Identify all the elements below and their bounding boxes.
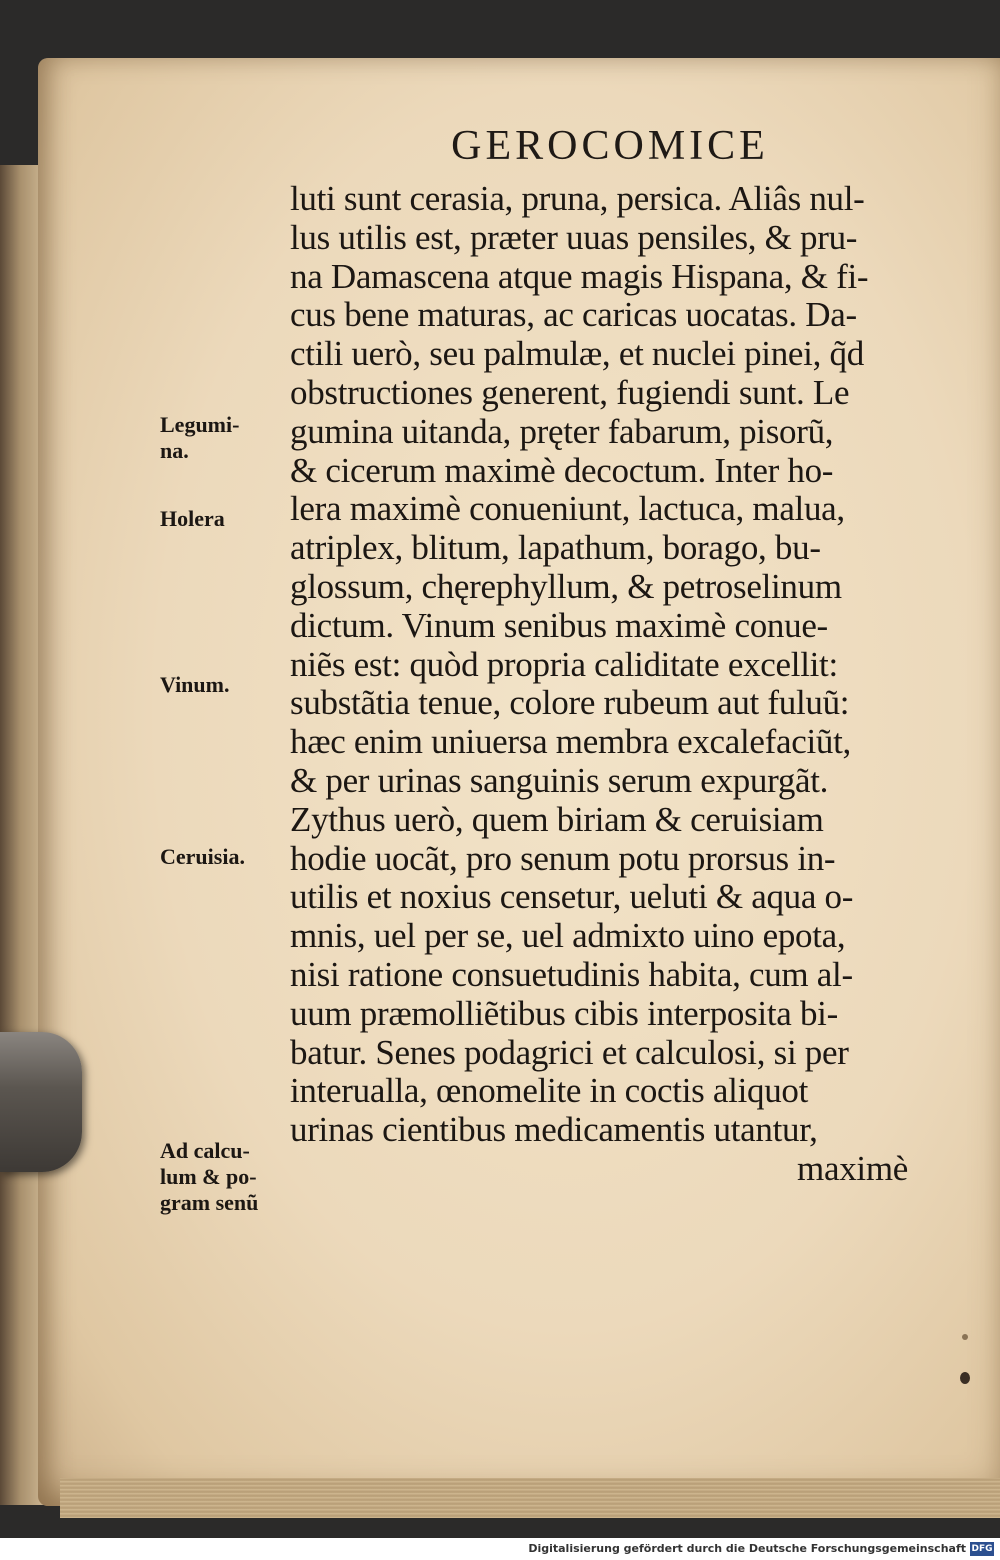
body-text — [290, 180, 930, 1189]
text-line: cus bene maturas, ac caricas uocatas. Da- — [290, 295, 857, 335]
text-line: Zythus uerò, quem biriam & ceruisiam — [290, 799, 824, 839]
dfg-logo: DFG — [971, 1544, 993, 1554]
text-line: substãtia tenue, colore rubeum aut fuluũ: — [290, 683, 850, 723]
digitization-credit: Digitalisierung gefördert durch die Deutsche Forschungsgemeinschaft — [528, 1542, 966, 1555]
text-line: uum præmolliẽtibus cibis interposita bi- — [290, 993, 838, 1033]
stain-spot — [962, 1334, 968, 1340]
text-line: nisi ratione consuetudinis habita, cum al- — [290, 954, 853, 994]
margin-note-legumina: Legumi- na. — [160, 412, 240, 463]
margin-note-holera: Holera — [160, 506, 225, 531]
catchword: maximè — [797, 1148, 908, 1188]
text-line: urinas cientibus medicamentis utantur, — [290, 1110, 818, 1150]
margin-note-vinum: Vinum. — [160, 672, 230, 697]
text-line: batur. Senes podagrici et calculosi, si per — [290, 1032, 849, 1072]
text-line: glossum, chęrephyllum, & petroselinum — [290, 566, 842, 606]
text-line: utilis et noxius censetur, ueluti & aqua o- — [290, 877, 854, 917]
ink-spot — [960, 1372, 970, 1384]
text-line: atriplex, blitum, lapathum, borago, bu- — [290, 528, 821, 568]
text-line: gumina uitanda, pręter fabarum, pisorũ, — [290, 411, 834, 451]
text-line: luti sunt cerasia, pruna, persica. Aliâs nul- — [290, 179, 865, 218]
text-line: na Damascena atque magis Hispana, & fi- — [290, 256, 869, 296]
text-line: lus utilis est, præter uuas pensiles, & pru- — [290, 217, 858, 257]
text-line: niẽs est: quòd propria caliditate excellit: — [290, 644, 838, 684]
text-line: interualla, œnomelite in coctis aliquot — [290, 1071, 809, 1111]
page-stack-edge — [60, 1478, 1000, 1518]
margin-note-ceruisia: Ceruisia. — [160, 844, 245, 869]
text-line: dictum. Vinum senibus maximè conue- — [290, 605, 828, 645]
text-line: ctili uerò, seu palmulæ, et nuclei pinei, q̃d — [290, 334, 864, 374]
page-clip — [0, 1032, 82, 1172]
text-line: & per urinas sanguinis serum expurgãt. — [290, 760, 829, 800]
margin-note-ad-calculum: Ad calcu- lum & po- gram senũ — [160, 1138, 259, 1215]
text-line: mnis, uel per se, uel admixto uino epota, — [290, 916, 846, 956]
text-line: hodie uocãt, pro senum potu prorsus in- — [290, 838, 836, 878]
text-line: hæc enim uniuersa membra excalefaciũt, — [290, 722, 851, 762]
running-head: GEROCOMICE — [451, 123, 769, 169]
text-line: obstructiones generent, fugiendi sunt. Le — [290, 372, 850, 412]
text-line: & cicerum maximè decoctum. Inter ho- — [290, 450, 834, 490]
text-line: lera maximè conueniunt, lactuca, malua, — [290, 489, 845, 529]
